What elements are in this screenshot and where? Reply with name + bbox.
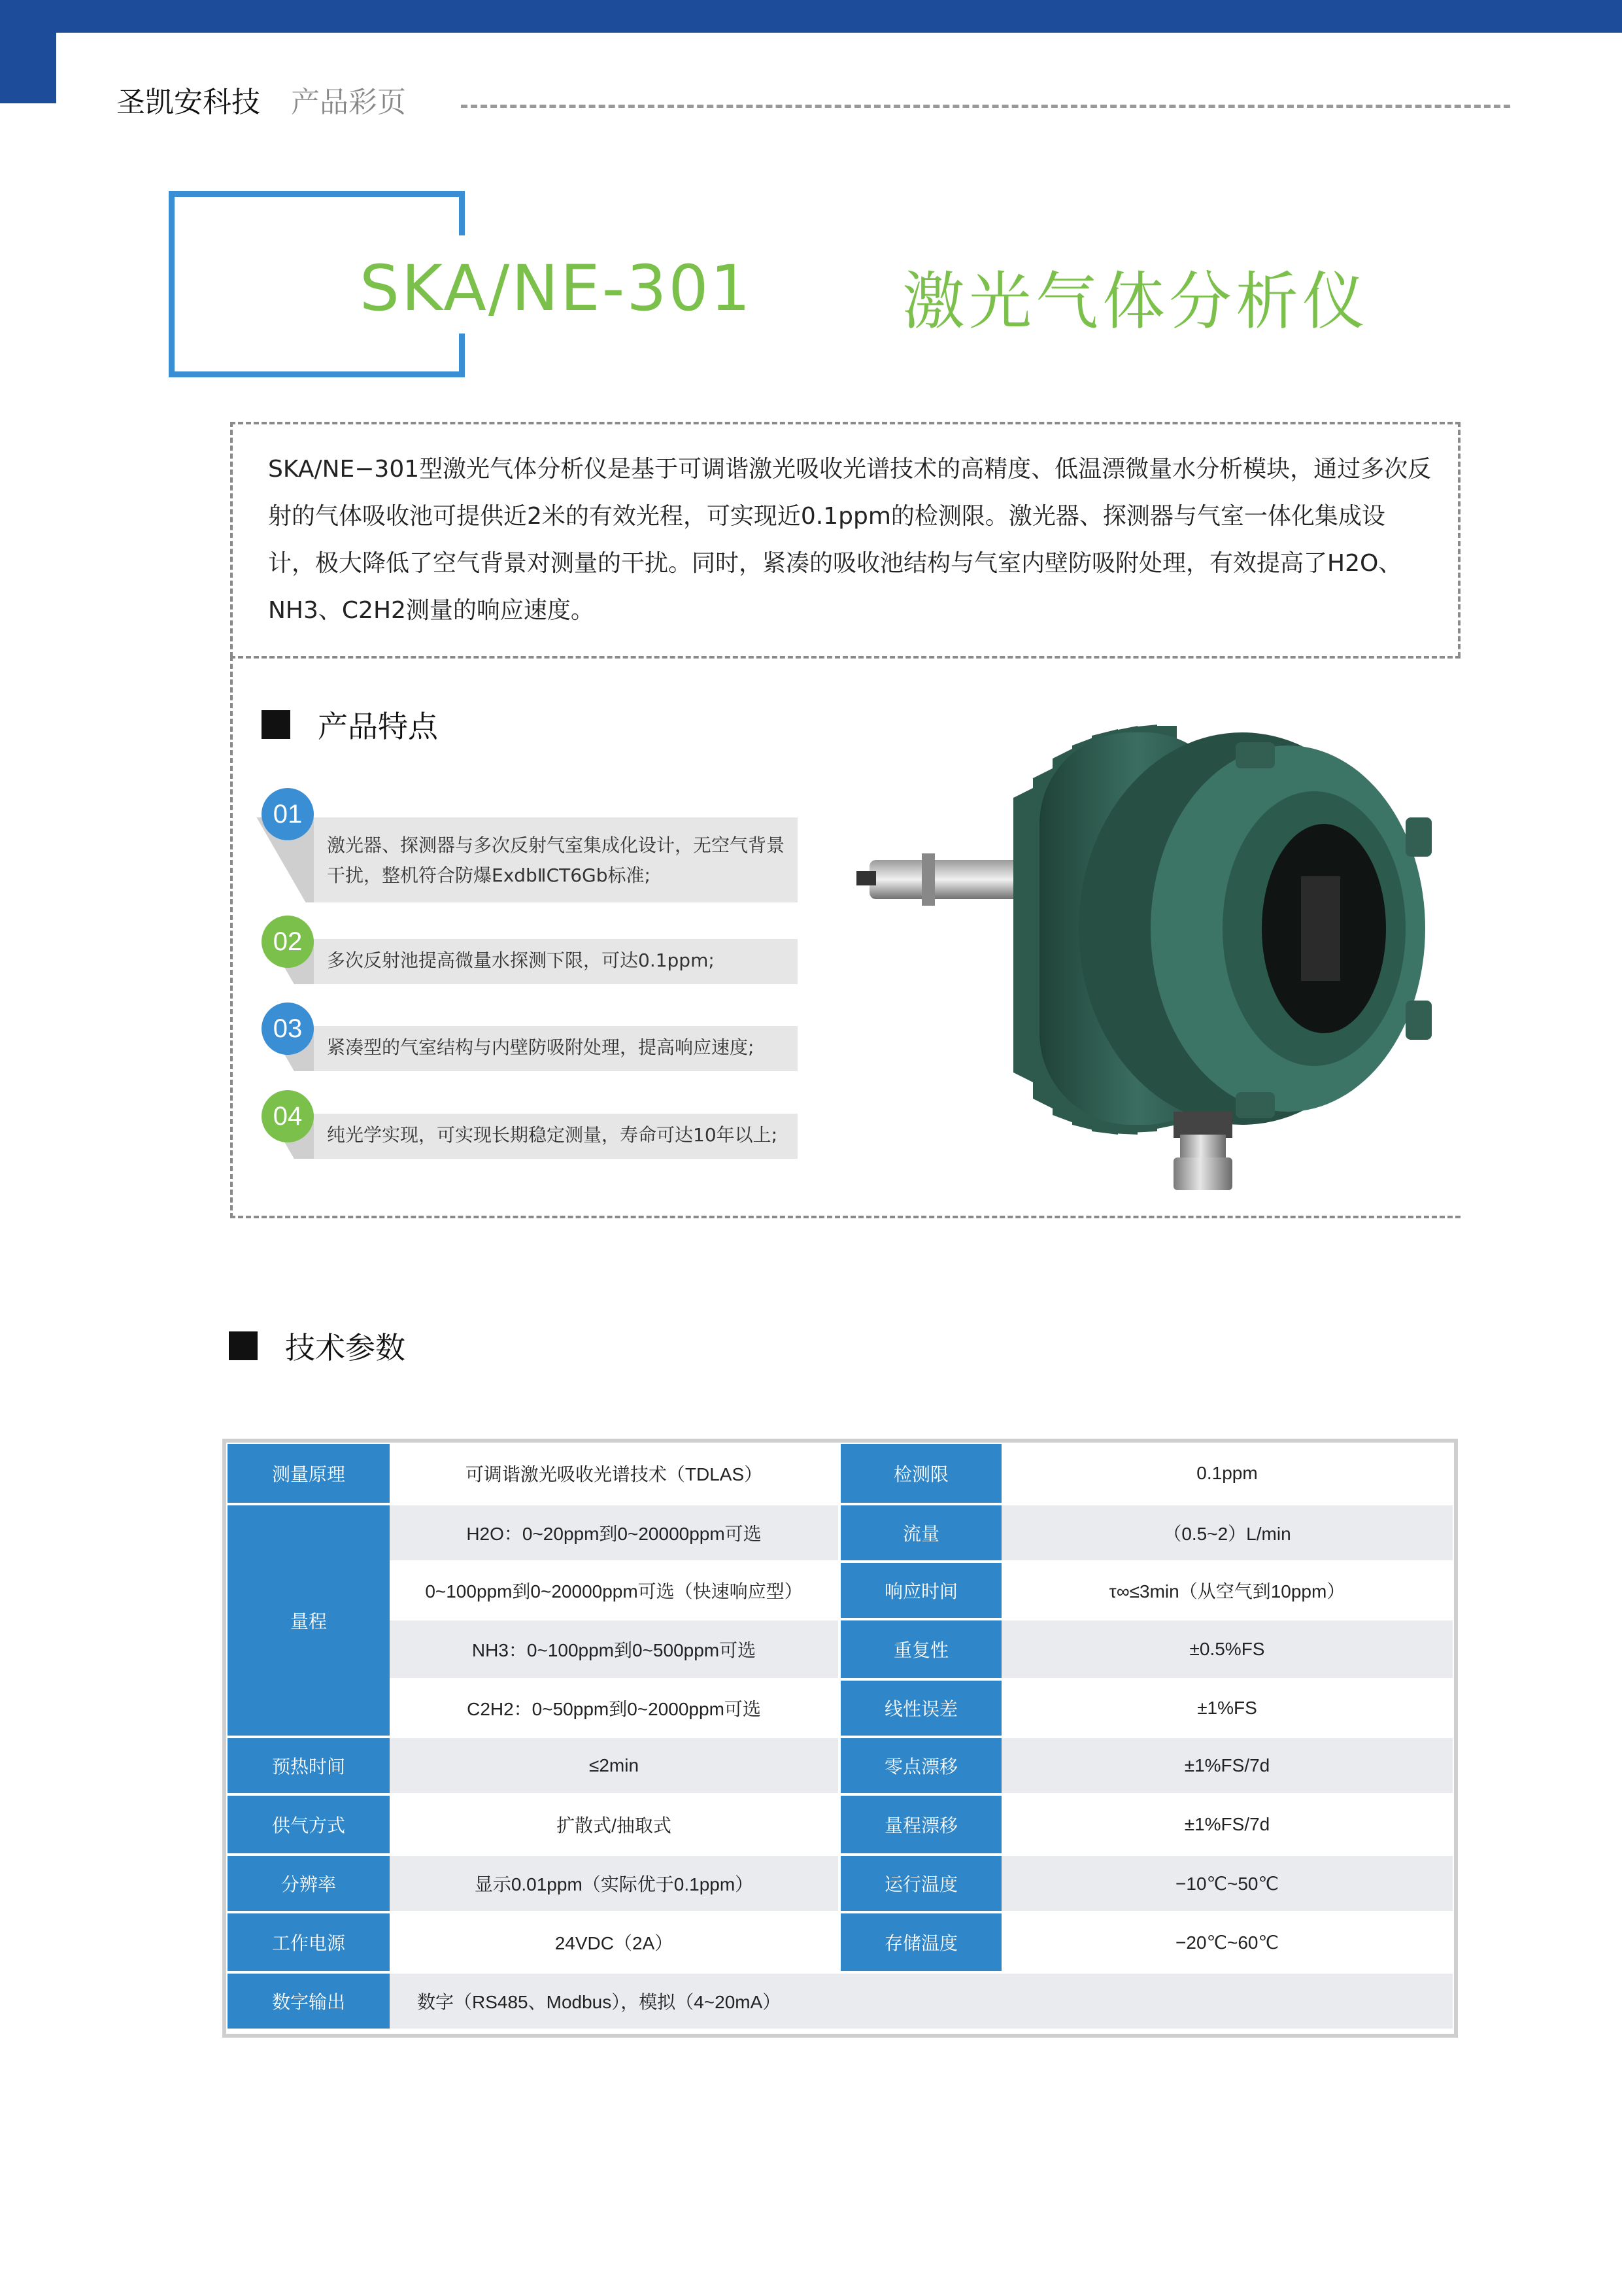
top-banner-tab: [0, 0, 56, 103]
company-name: 圣凯安科技: [116, 86, 260, 119]
spec-value: ±0.5%FS: [1002, 1619, 1453, 1679]
specs-heading: [229, 1324, 405, 1367]
fitting-connector: [1174, 1157, 1232, 1190]
spec-value: −10℃~50℃: [1002, 1855, 1453, 1912]
product-device-image: [843, 719, 1451, 1190]
probe-tip: [856, 871, 876, 885]
spec-value: 扩散式/抽取式: [390, 1794, 839, 1855]
spec-label: 零点漂移: [839, 1737, 1002, 1794]
intro-paragraph: SKA/NE−301型激光气体分析仪是基于可调谐激光吸收光谱技术的高精度、低温漂微量水分析模块，通过多次反射的气体吸收池可提供近2米的有效光程，可实现近0.1ppm的检测限。激光器、探测器与气室一体化集成设计，极大降低了空气背景对测量的干扰。同时，紧凑的吸收池结构与气室内壁防吸附处理，有效提高了H2O、NH3、C2H2测量的响应速度。: [268, 456, 1432, 624]
spec-label: 存储温度: [839, 1912, 1002, 1972]
features-heading: [262, 703, 438, 746]
spec-label: 运行温度: [839, 1855, 1002, 1912]
table-row: [228, 1679, 1453, 1737]
product-name: 激光气体分析仪: [902, 265, 1369, 338]
spec-label: 重复性: [839, 1619, 1002, 1679]
spec-value: 0~100ppm到0~20000ppm可选（快速响应型）: [390, 1562, 839, 1619]
spec-label: 供气方式: [228, 1794, 390, 1855]
spec-label: 量程漂移: [839, 1794, 1002, 1855]
feature-number: 04: [262, 1090, 314, 1142]
top-banner: [0, 0, 1622, 33]
spec-value: −20℃~60℃: [1002, 1912, 1453, 1972]
table-row: [228, 1619, 1453, 1679]
feature-text: 多次反射池提高微量水探测下限，可达0.1ppm;: [314, 939, 798, 984]
probe-ring: [922, 853, 935, 906]
probe-tube: [870, 860, 1020, 899]
feature-item-02: [262, 916, 798, 984]
table-row: [228, 1504, 1453, 1562]
feature-number: 02: [262, 916, 314, 968]
spec-label: 数字输出: [228, 1972, 390, 2030]
spec-value: H2O：0~20ppm到0~20000ppm可选: [390, 1504, 839, 1562]
feature-item-01: [262, 788, 798, 902]
feature-number: 01: [262, 788, 314, 840]
feature-item-04: [262, 1090, 798, 1159]
spec-value: ±1%FS/7d: [1002, 1794, 1453, 1855]
feature-text: 激光器、探测器与多次反射气室集成化设计，无空气背景干扰，整机符合防爆ExdbⅡCT6Gb标准;: [314, 817, 798, 902]
section-bullet-icon: [229, 1331, 258, 1360]
spec-label: 检测限: [839, 1444, 1002, 1504]
spec-value: （0.5~2）L/min: [1002, 1504, 1453, 1562]
spec-label: 工作电源: [228, 1912, 390, 1972]
specs-table: [228, 1444, 1453, 2031]
spec-value: 显示0.01ppm（实际优于0.1ppm）: [390, 1855, 839, 1912]
brochure-label: 产品彩页: [291, 86, 406, 119]
table-row: [228, 1562, 1453, 1619]
spec-value: 可调谐激光吸收光谱技术（TDLAS）: [390, 1444, 839, 1504]
spec-value: 数字（RS485、Modbus），模拟（4~20mA）: [390, 1972, 1453, 2030]
specs-title: 技术参数: [285, 1330, 405, 1365]
feature-number: 03: [262, 1002, 314, 1055]
table-row: [228, 1912, 1453, 1972]
spec-value: 0.1ppm: [1002, 1444, 1453, 1504]
features-title: 产品特点: [318, 709, 438, 744]
fitting-nut: [1180, 1135, 1226, 1161]
table-row: [228, 1972, 1453, 2030]
spec-value: ±1%FS: [1002, 1679, 1453, 1737]
table-row: [228, 1855, 1453, 1912]
table-row: [228, 1737, 1453, 1794]
table-row: [228, 1794, 1453, 1855]
section-bullet-icon: [262, 710, 290, 739]
spec-label: 量程: [228, 1504, 390, 1737]
table-row: [228, 1444, 1453, 1504]
spec-value: 24VDC（2A）: [390, 1912, 839, 1972]
specs-table-frame: [222, 1439, 1458, 2038]
display-panel: [1301, 876, 1340, 981]
spec-label: 预热时间: [228, 1737, 390, 1794]
spec-label: 流量: [839, 1504, 1002, 1562]
feature-text: 紧凑型的气室结构与内壁防吸附处理，提高响应速度;: [314, 1026, 798, 1071]
spec-value: NH3：0~100ppm到0~500ppm可选: [390, 1619, 839, 1679]
spec-label: 线性误差: [839, 1679, 1002, 1737]
spec-label: 分辨率: [228, 1855, 390, 1912]
feature-text: 纯光学实现，可实现长期稳定测量，寿命可达10年以上;: [314, 1114, 798, 1159]
fitting-base: [1174, 1112, 1232, 1138]
spec-value: C2H2：0~50ppm到0~2000ppm可选: [390, 1679, 839, 1737]
product-model: SKA/NE-301: [360, 252, 752, 325]
spec-label: 响应时间: [839, 1562, 1002, 1619]
spec-value: ±1%FS/7d: [1002, 1737, 1453, 1794]
feature-item-03: [262, 1002, 798, 1071]
spec-value: ≤2min: [390, 1737, 839, 1794]
header-divider: [461, 105, 1510, 108]
spec-label: 测量原理: [228, 1444, 390, 1504]
spec-value: τ∞≤3min（从空气到10ppm）: [1002, 1562, 1453, 1619]
